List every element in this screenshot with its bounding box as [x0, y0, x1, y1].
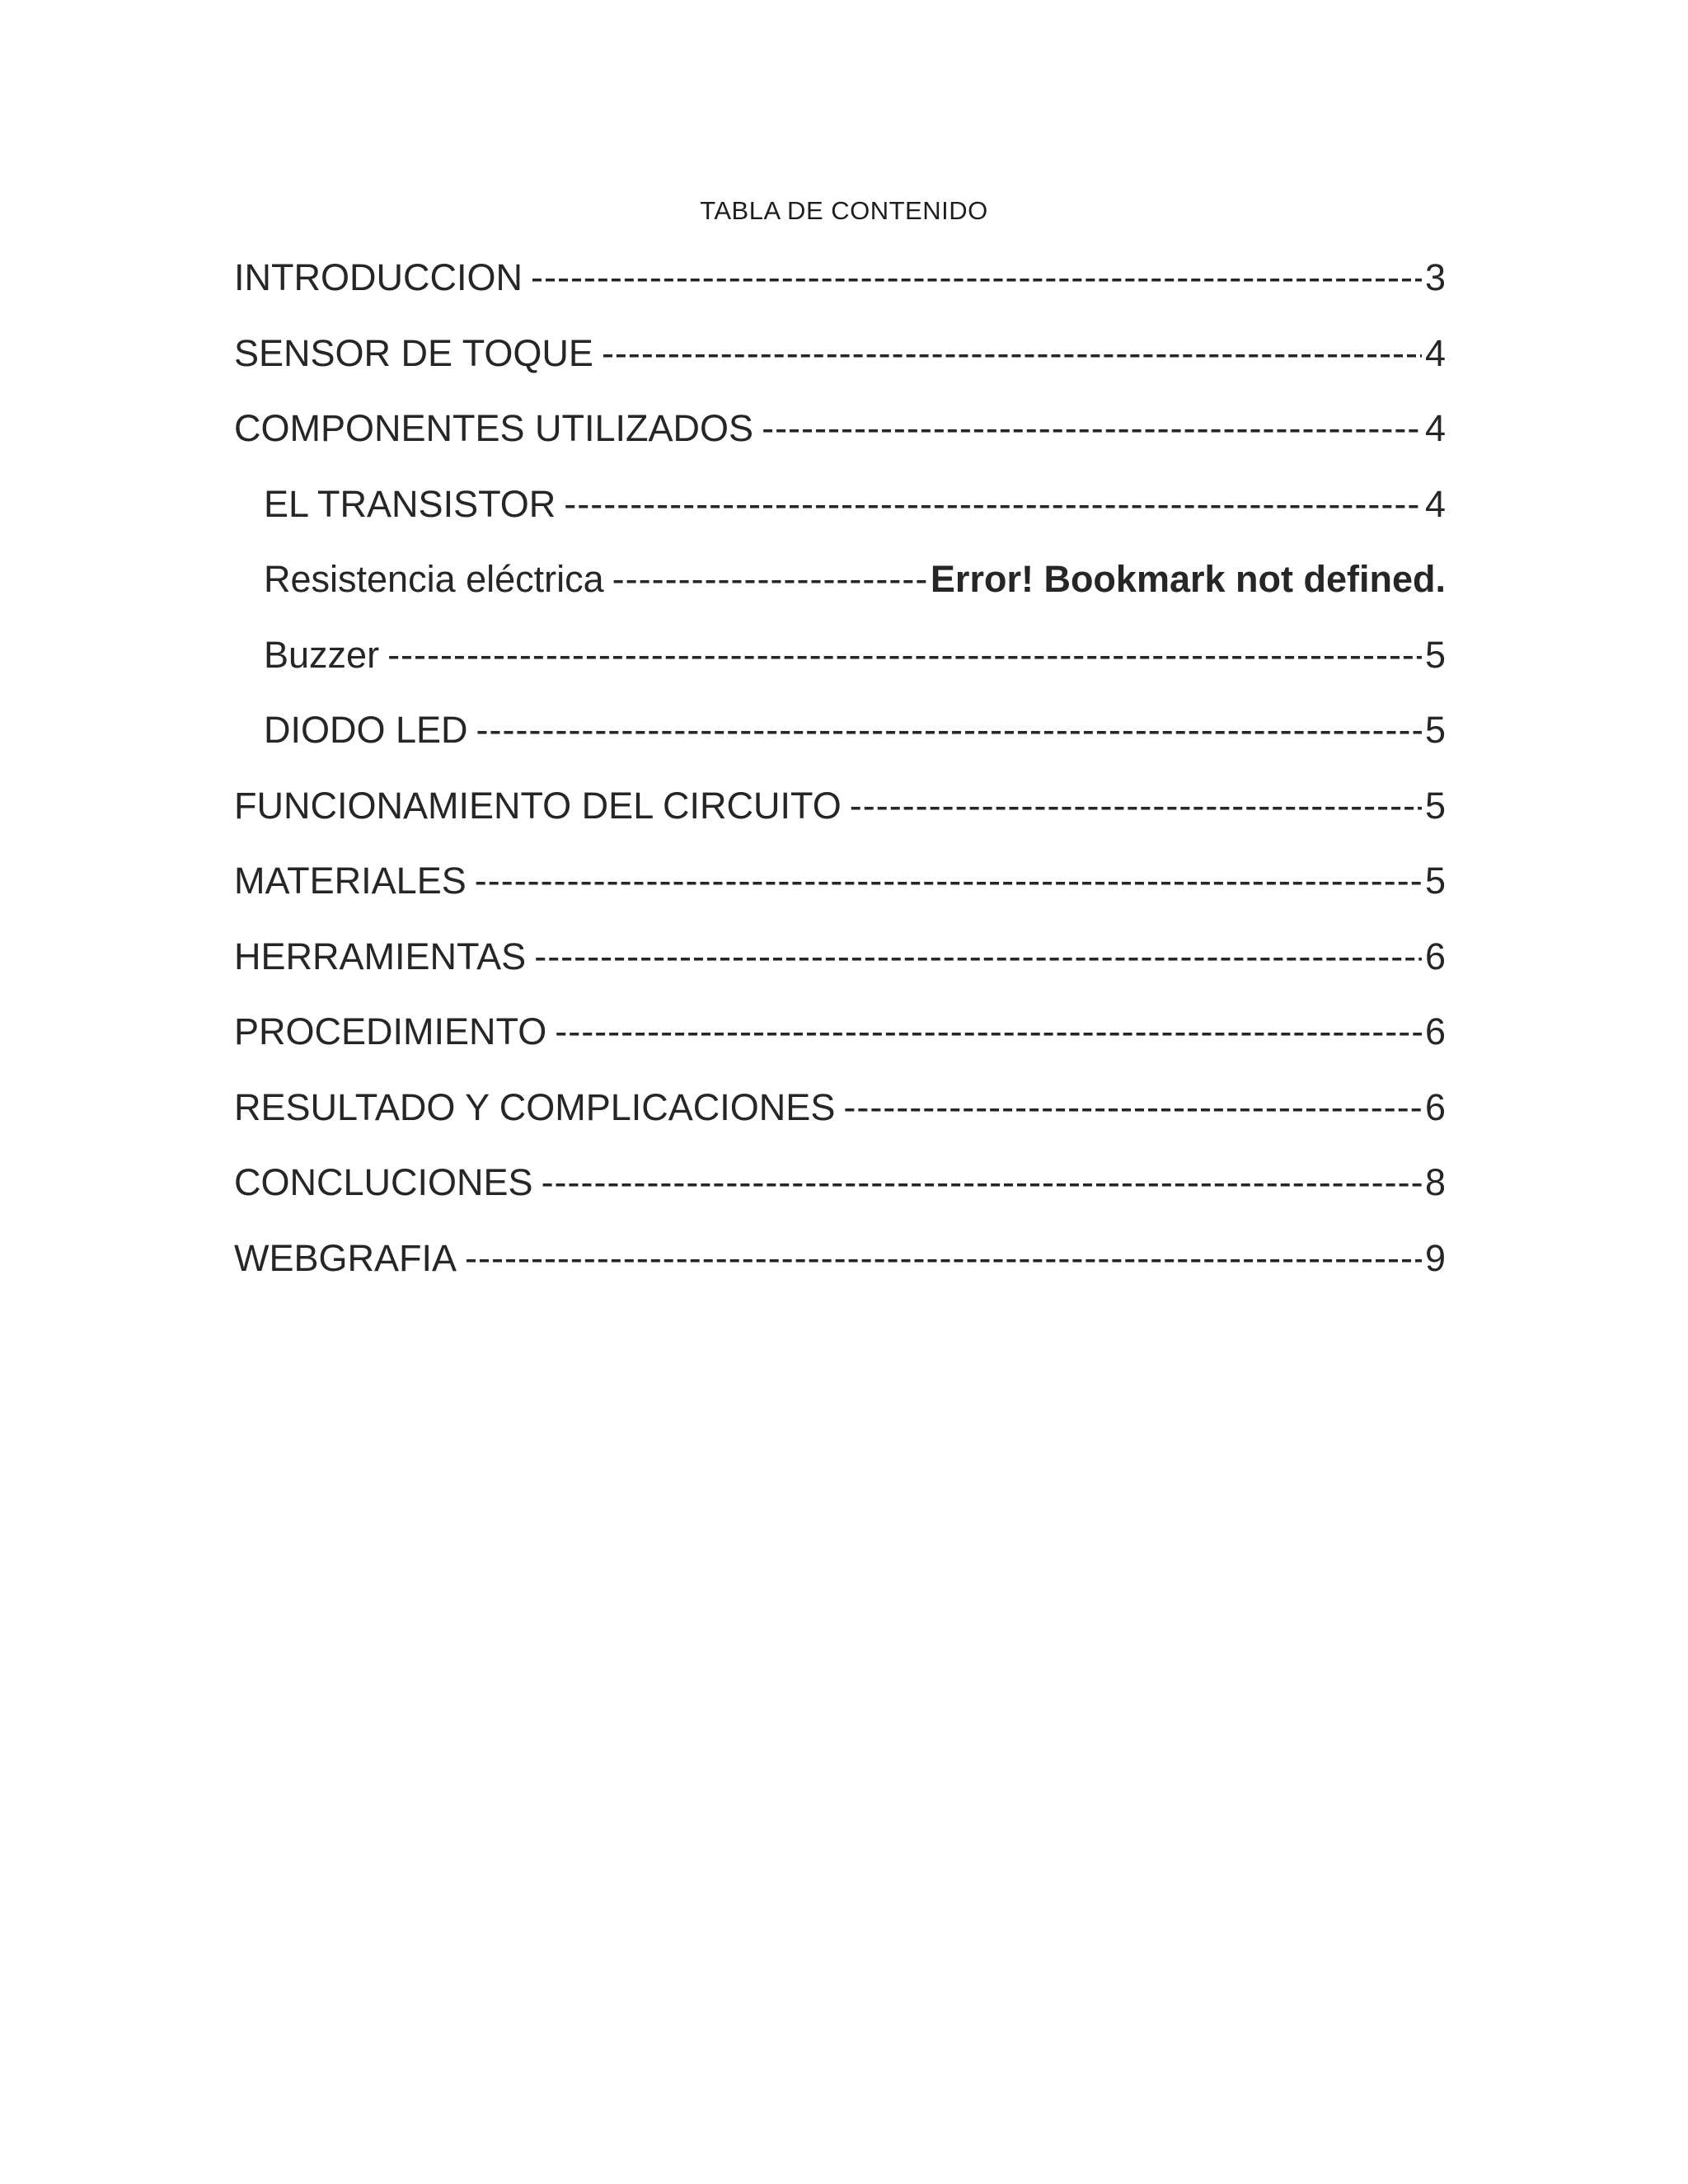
toc-entry-materiales[interactable]	[234, 852, 1446, 928]
toc-entry-page: 5	[1424, 784, 1446, 827]
toc-entry-label: COMPONENTES UTILIZADOS	[234, 407, 754, 449]
toc-entry-page: 4	[1424, 407, 1446, 449]
toc-entry-resultado-y-complicaciones[interactable]	[234, 1079, 1446, 1155]
toc-entry-label: CONCLUCIONES	[234, 1161, 533, 1203]
toc-entry-label: FUNCIONAMIENTO DEL CIRCUITO	[234, 784, 842, 827]
toc-entry-page: 6	[1424, 935, 1446, 977]
toc-dot-leader	[387, 626, 1422, 684]
toc-dot-leader	[555, 1003, 1422, 1061]
toc-entry-componentes-utilizados[interactable]	[234, 400, 1446, 476]
toc-dot-leader	[465, 1230, 1422, 1287]
toc-entry-buzzer[interactable]	[234, 626, 1446, 702]
toc-dot-leader	[602, 325, 1422, 382]
toc-dot-leader	[475, 852, 1422, 910]
toc-entry-page: 3	[1424, 256, 1446, 298]
toc-entry-webgrafia[interactable]	[234, 1230, 1446, 1305]
toc-dot-leader	[850, 777, 1422, 835]
toc-entry-label: WEBGRAFIA	[234, 1236, 457, 1279]
toc-entry-procedimiento[interactable]	[234, 1003, 1446, 1079]
toc-entry-label: MATERIALES	[234, 860, 467, 902]
toc-dot-leader	[612, 551, 927, 608]
toc-dot-leader	[534, 928, 1422, 986]
toc-entry-label: RESULTADO Y COMPLICACIONES	[234, 1085, 836, 1128]
toc-entry-page-error: Error! Bookmark not defined.	[930, 558, 1446, 600]
toc-entry-label: Buzzer	[264, 633, 380, 676]
toc-entry-introduccion[interactable]	[234, 249, 1446, 325]
toc-entry-resistencia-electrica[interactable]	[234, 551, 1446, 626]
toc-dot-leader	[531, 249, 1422, 307]
toc-entry-el-transistor[interactable]	[234, 476, 1446, 551]
toc-entry-label: DIODO LED	[264, 709, 468, 751]
toc-dot-leader	[843, 1079, 1422, 1137]
toc-entry-label: SENSOR DE TOQUE	[234, 331, 593, 374]
toc-dot-leader	[564, 476, 1422, 533]
toc-entry-sensor-de-toque[interactable]	[234, 325, 1446, 401]
toc-entry-funcionamiento-del-circuito[interactable]	[234, 777, 1446, 853]
toc-dot-leader	[476, 701, 1422, 759]
toc-entry-label: Resistencia eléctrica	[264, 558, 604, 600]
toc-entry-label: PROCEDIMIENTO	[234, 1010, 547, 1052]
toc-entry-herramientas[interactable]	[234, 928, 1446, 1004]
toc-entry-concluciones[interactable]	[234, 1154, 1446, 1230]
toc-entry-page: 6	[1424, 1085, 1446, 1128]
toc-entry-page: 5	[1424, 709, 1446, 751]
toc-entry-diodo-led[interactable]	[234, 701, 1446, 777]
toc-dot-leader	[762, 400, 1422, 457]
toc-title: TABLA DE CONTENIDO	[700, 196, 988, 225]
toc-entry-page: 5	[1424, 633, 1446, 676]
toc-dot-leader	[542, 1154, 1422, 1212]
toc-entry-page: 4	[1424, 331, 1446, 374]
toc-entry-page: 9	[1424, 1236, 1446, 1279]
toc-entry-label: HERRAMIENTAS	[234, 935, 527, 977]
toc-entry-page: 8	[1424, 1161, 1446, 1203]
toc-entry-label: EL TRANSISTOR	[264, 482, 556, 525]
toc-entry-label: INTRODUCCION	[234, 256, 523, 298]
toc-entry-page: 6	[1424, 1010, 1446, 1052]
toc-entry-page: 4	[1424, 482, 1446, 525]
toc-list	[234, 249, 1446, 1305]
toc-entry-page: 5	[1424, 860, 1446, 902]
